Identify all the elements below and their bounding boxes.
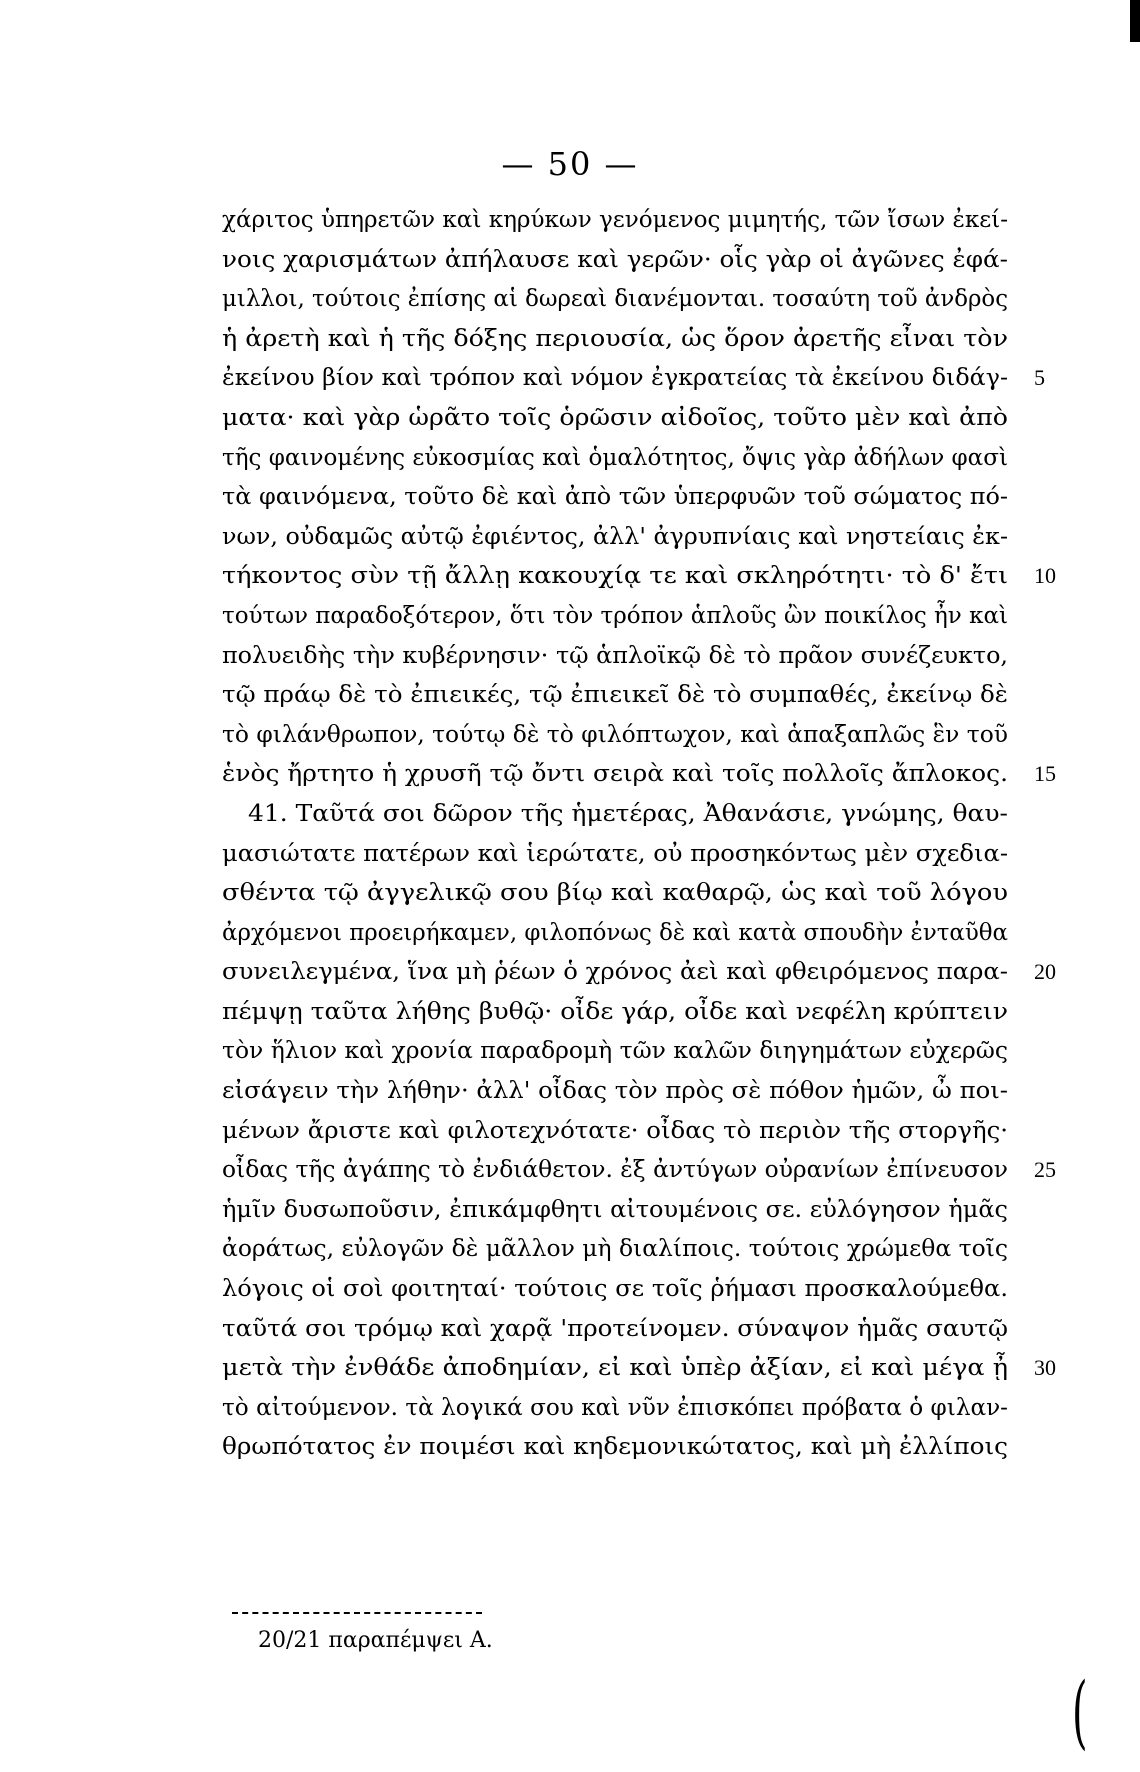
text-line [222,1388,1022,1428]
text-line-content: μένων ἄριστε καὶ φιλοτεχνότατε· οἶδας τὸ περιὸν τῆς στοργῆς· [222,1115,1008,1144]
footnote-rule [232,1612,482,1614]
text-line-content: πέμψῃ ταῦτα λήθης βυθῷ· οἶδε γάρ, οἶδε καὶ νεφέλη κρύπτειν [222,996,1008,1025]
text-line [222,675,1022,715]
margin-bracket-mark: ( [1072,1665,1088,1758]
text-line [222,596,1022,636]
text-line [222,873,1022,913]
text-line [222,1229,1022,1269]
text-line [222,398,1022,438]
text-line [222,636,1022,676]
text-line-content: ἡμῖν δυσωποῦσιν, ἐπικάμφθητι αἰτουμένοις σε. εὐλόγησον ἡμᾶς [222,1194,1008,1223]
text-line [222,556,1056,596]
text-line-content: ἀοράτως, εὐλογῶν δὲ μᾶλλον μὴ διαλίποις. τούτοις χρώμεθα τοῖς [222,1234,1008,1263]
text-line-content: τῆς φαινομένης εὐκοσμίας καὶ ὁμαλότητος, ὄψις γὰρ ἀδήλων φασὶ [222,442,1008,471]
line-number: 20 [1034,959,1056,985]
page-number: — 50 — [501,145,639,183]
text-line-content: ἡ ἀρετὴ καὶ ἡ τῆς δόξης περιουσία, ὡς ὅρον ἀρετῆς εἶναι τὸν [222,323,1008,352]
text-line-content: εἰσάγειν τὴν λήθην· ἀλλ' οἶδας τὸν πρὸς σὲ πόθον ἡμῶν, ὦ ποι- [222,1076,1009,1105]
main-text [222,200,1056,1467]
text-line-content: σθέντα τῷ ἀγγελικῷ σου βίῳ καὶ καθαρῷ, ὡς καὶ τοῦ λόγου [222,878,1009,907]
text-line [222,1031,1022,1071]
text-line-content: τὸ φιλάνθρωπον, τούτῳ δὲ τὸ φιλόπτωχον, καὶ ἁπαξαπλῶς ἓν τοῦ [222,719,1008,748]
text-line [222,477,1022,517]
text-line [222,715,1022,755]
line-number: 25 [1034,1157,1056,1183]
text-line-content: μετὰ τὴν ἐνθάδε ἀποδημίαν, εἰ καὶ ὑπὲρ ἀξίαν, εἰ καὶ μέγα ᾖ [222,1353,1008,1382]
text-line [222,834,1022,874]
line-number: 10 [1034,563,1056,589]
text-line [222,992,1022,1032]
text-line [222,952,1056,992]
text-line [222,1427,1022,1467]
text-line [222,794,1022,834]
text-line [222,1190,1022,1230]
text-line-content: ἐκείνου βίον καὶ τρόπον καὶ νόμον ἐγκρατείας τὰ ἐκείνου διδάγ- [222,363,1008,392]
page-edge-shadow [1130,0,1140,42]
text-line [222,1269,1022,1309]
text-line-content: χάριτος ὑπηρετῶν καὶ κηρύκων γενόμενος μιμητής, τῶν ἴσων ἐκεί- [222,205,1008,233]
text-line [222,1309,1022,1349]
text-line-content: τούτων παραδοξότερον, ὅτι τὸν τρόπον ἁπλοῦς ὢν ποικίλος ἦν καὶ [222,600,1008,629]
text-line [222,1111,1022,1151]
text-line-content: θρωπότατος ἐν ποιμέσι καὶ κηδεμονικώτατος, καὶ μὴ ἐλλίποις [222,1432,1008,1461]
text-line-content: νοις χαρισμάτων ἀπήλαυσε καὶ γερῶν· οἷς γὰρ οἱ ἀγῶνες ἐφά- [222,244,1008,273]
text-line [222,319,1022,359]
text-line [222,913,1022,953]
text-line-content: οἶδας τῆς ἀγάπης τὸ ἐνδιάθετον. ἐξ ἀντύγων οὐρανίων ἐπίνευσον [222,1155,1008,1184]
text-line-content: τήκοντος σὺν τῇ ἄλλῃ κακουχίᾳ τε καὶ σκληρότητι· τὸ δ' ἔτι [222,561,1008,590]
text-line [222,279,1022,319]
text-line [222,200,1022,240]
text-line [222,1348,1056,1388]
footnote: 20/21 παραπέμψει A. [258,1628,493,1653]
text-line [222,1150,1056,1190]
text-line-content: ἀρχόμενοι προειρήκαμεν, φιλοπόνως δὲ καὶ κατὰ σπουδὴν ἐνταῦθα [222,917,1008,946]
text-line [222,358,1045,398]
text-line-content: τῷ πράῳ δὲ τὸ ἐπιεικές, τῷ ἐπιεικεῖ δὲ τὸ συμπαθές, ἐκείνῳ δὲ [222,680,1008,709]
line-number: 5 [1034,365,1045,391]
text-line [222,1071,1022,1111]
text-line [222,754,1056,794]
line-number: 30 [1034,1355,1056,1381]
text-line-content: τὰ φαινόμενα, τοῦτο δὲ καὶ ἀπὸ τῶν ὑπερφυῶν τοῦ σώματος πό- [222,482,1008,511]
text-line-content: νων, οὐδαμῶς αὐτῷ ἐφιέντος, ἀλλ' ἀγρυπνίαις καὶ νηστείαις ἐκ- [222,521,1008,550]
text-line-content: λόγοις οἱ σοὶ φοιτηταί· τούτοις σε τοῖς ῥήμασι προσκαλούμεθα. [222,1274,1008,1303]
text-line-content: τὸ αἰτούμενον. τὰ λογικά σου καὶ νῦν ἐπισκόπει πρόβατα ὁ φιλαν- [222,1392,1008,1421]
text-line-content: ματα· καὶ γὰρ ὡρᾶτο τοῖς ὁρῶσιν αἰδοῖος, τοῦτο μὲν καὶ ἀπὸ [222,402,1008,431]
text-line [222,438,1022,478]
text-line-content: πολυειδὴς τὴν κυβέρνησιν· τῷ ἁπλοϊκῷ δὲ τὸ πρᾶον συνέζευκτο, [222,640,1008,669]
text-line [222,517,1022,557]
line-number: 15 [1034,761,1056,787]
text-line [222,240,1022,280]
text-line-content: τὸν ἥλιον καὶ χρονία παραδρομὴ τῶν καλῶν διηγημάτων εὐχερῶς [222,1036,1008,1065]
text-line-content: συνειλεγμένα, ἵνα μὴ ῥέων ὁ χρόνος ἀεὶ καὶ φθειρόμενος παρα- [222,957,1008,986]
text-line-content: ταῦτά σοι τρόμῳ καὶ χαρᾷ 'προτείνομεν. σύναψον ἡμᾶς σαυτῷ [222,1313,1008,1342]
text-line-content: 41. Ταῦτά σοι δῶρον τῆς ἡμετέρας, Ἀθανάσιε, γνώμης, θαυ- [248,798,1008,827]
text-line-content: μιλλοι, τούτοις ἐπίσης αἱ δωρεαὶ διανέμονται. τοσαύτη τοῦ ἀνδρὸς [222,284,1008,313]
text-line-content: μασιώτατε πατέρων καὶ ἱερώτατε, οὐ προσηκόντως μὲν σχεδια- [222,838,1008,867]
text-line-content: ἑνὸς ἤρτητο ἡ χρυσῆ τῷ ὄντι σειρὰ καὶ τοῖς πολλοῖς ἄπλοκος. [222,759,1008,788]
